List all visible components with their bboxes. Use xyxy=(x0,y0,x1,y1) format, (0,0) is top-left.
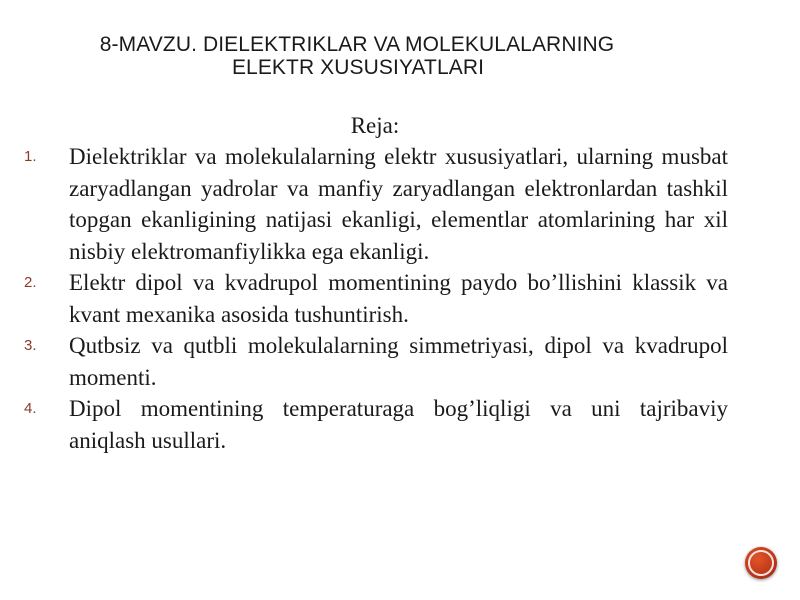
list-item-text: Dipol momentining temperaturaga bog’liqligi va uni tajribaviy aniqlash usullari. xyxy=(69,396,728,453)
list-item xyxy=(24,330,728,393)
list-item-text: Dielektriklar va molekulalarning elektr xususiyatlari, ularning musbat zaryadlangan yadrolar va manfiy zaryadlangan elektronlardan tashkil topgan ekanligining natijasi ekanligi, elementlar atomlarining har xil nisbiy elektromanfiylikka ega ekanligi. xyxy=(69,144,728,264)
list-item-text: Elektr dipol va kvadrupol momentining paydo bo’llishini klassik va kvant mexanika asosida tushuntirish. xyxy=(69,270,728,327)
page-title xyxy=(0,33,712,79)
circle-nav-icon xyxy=(748,550,774,576)
title-line-1: 8-MAVZU. DIELEKTRIKLAR VA MOLEKULALARNING xyxy=(99,33,615,56)
list-item-number: 1. xyxy=(24,148,37,165)
list-item-number: 4. xyxy=(24,400,37,417)
title-line-2: ELEKTR XUSUSIYATLARI xyxy=(231,56,485,79)
plan-heading: Reja: xyxy=(350,113,400,138)
list-item-number: 2. xyxy=(24,274,37,291)
list-item-text: Qutbsiz va qutbli molekulalarning simmetriyasi, dipol va kvadrupol momenti. xyxy=(69,333,728,390)
list-item-number: 3. xyxy=(24,337,37,354)
list-item xyxy=(24,141,728,267)
plan-list xyxy=(24,141,728,456)
list-item xyxy=(24,267,728,330)
list-item xyxy=(24,393,728,456)
next-slide-button[interactable] xyxy=(745,547,777,579)
